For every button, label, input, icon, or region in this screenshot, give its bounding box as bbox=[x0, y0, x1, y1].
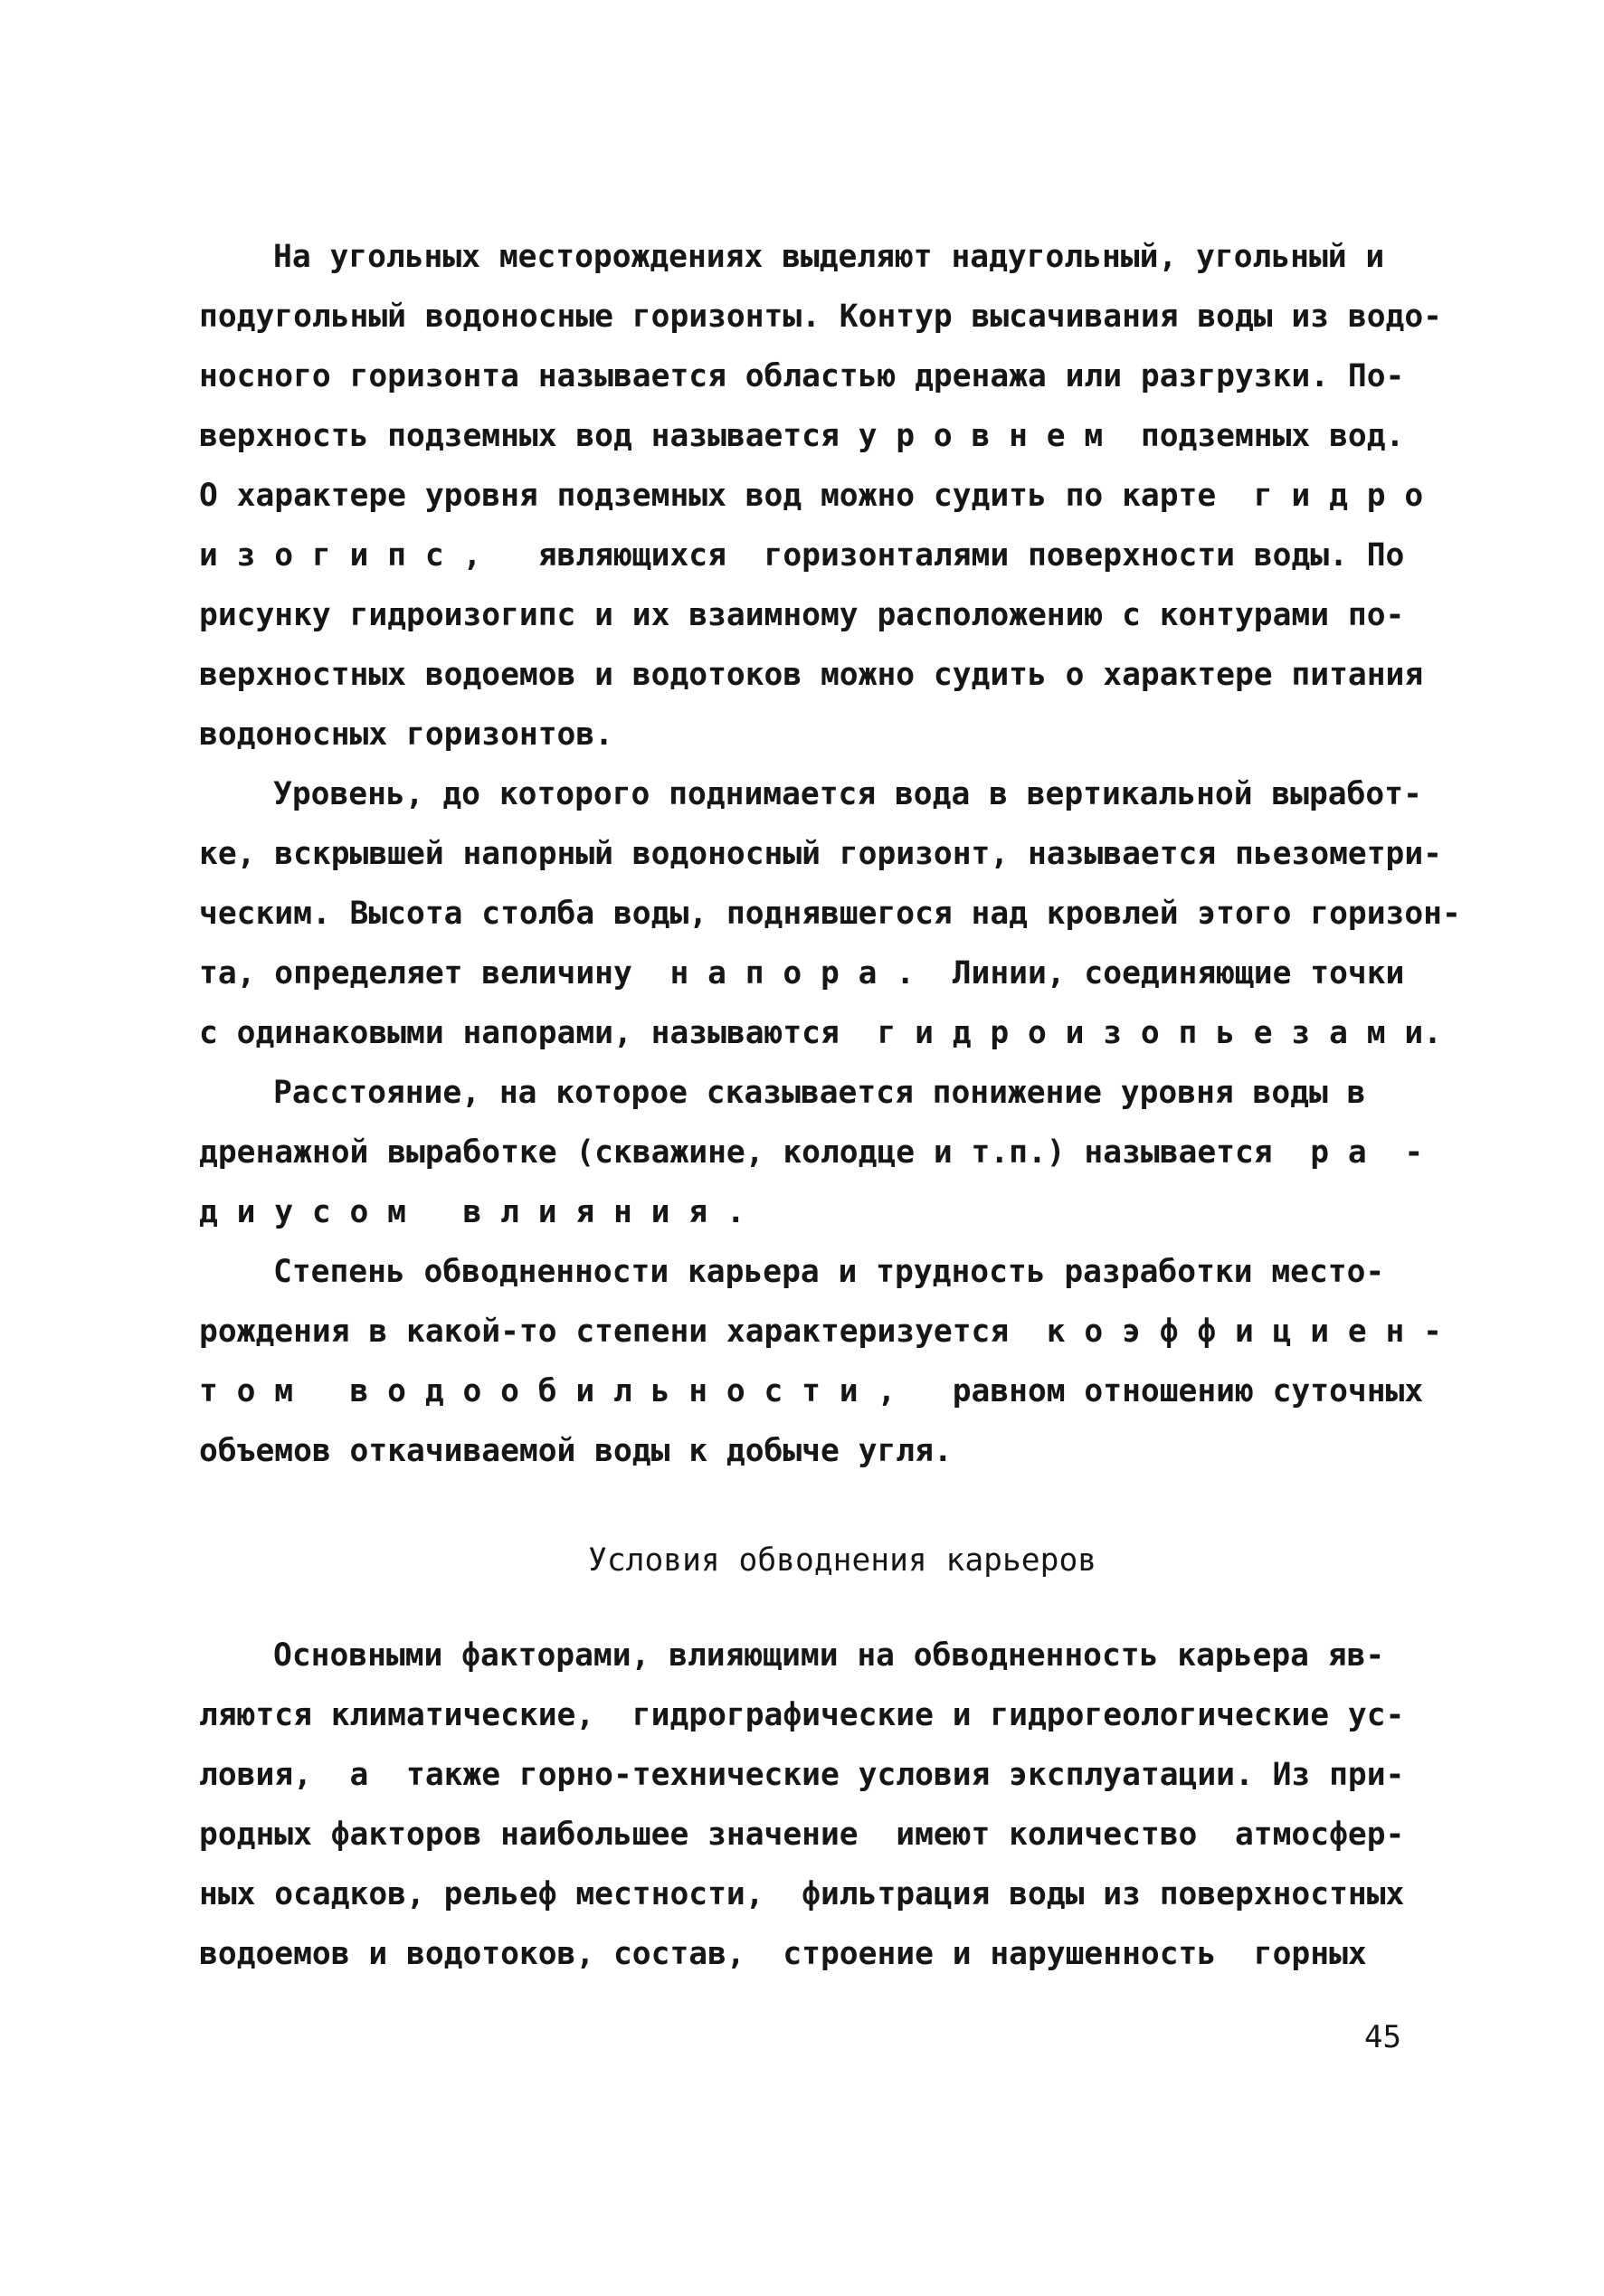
text-line: с одинаковыми напорами, называются г и д р о и з о п ь е з а м и. bbox=[199, 1015, 1442, 1051]
section-heading: Условия обводнения карьеров bbox=[588, 1542, 1097, 1579]
text-line: Расстояние, на которое сказывается понижение уровня воды в bbox=[273, 1075, 1366, 1111]
text-line: та, определяет величину н а п о р а . Линии, соединяющие точки bbox=[199, 955, 1405, 991]
text-line: ляются климатические, гидрографические и гидрогеологические ус- bbox=[199, 1697, 1405, 1733]
text-line: подугольный водоносные горизонты. Контур высачивания воды из водо- bbox=[199, 299, 1442, 335]
text-line: и з о г и п с , являющихся горизонталями поверхности воды. По bbox=[199, 537, 1405, 574]
text-line: ных осадков, рельеф местности, фильтрация воды из поверхностных bbox=[199, 1876, 1405, 1912]
text-line: родных факторов наибольшее значение имеют количество атмосфер- bbox=[199, 1817, 1405, 1853]
text-line: рождения в какой-то степени характеризуется к о э ф ф и ц и е н - bbox=[199, 1314, 1442, 1350]
text-line: д и у с о м в л и я н и я . bbox=[199, 1194, 745, 1230]
text-line: т о м в о д о о б и л ь н о с т и , равном отношению суточных bbox=[199, 1373, 1424, 1409]
text-line: О характере уровня подземных вод можно судить по карте г и д р о bbox=[199, 478, 1424, 514]
text-line: водоемов и водотоков, состав, строение и нарушенность горных bbox=[199, 1936, 1367, 1972]
text-line: объемов откачиваемой воды к добыче угля. bbox=[199, 1433, 953, 1469]
text-line: Уровень, до которого поднимается вода в вертикальной выработ- bbox=[273, 776, 1422, 812]
text-line: рисунку гидроизогипс и их взаимному расположению с контурами по- bbox=[199, 597, 1405, 633]
text-line: ке, вскрывшей напорный водоносный горизонт, называется пьезометри- bbox=[199, 836, 1442, 872]
text-line: носного горизонта называется областью дренажа или разгрузки. По- bbox=[199, 358, 1405, 394]
text-line: На угольных месторождениях выделяют надугольный, угольный и bbox=[273, 239, 1385, 275]
page-number: 45 bbox=[1364, 2019, 1401, 2055]
text-line: Основными факторами, влияющими на обводненность карьера яв- bbox=[273, 1637, 1385, 1674]
text-line: ческим. Высота столба воды, поднявшегося над кровлей этого горизон- bbox=[199, 896, 1461, 932]
text-line: ловия, а также горно-технические условия эксплуатации. Из при- bbox=[199, 1757, 1405, 1793]
text-line: верхностных водоемов и водотоков можно судить о характере питания bbox=[199, 657, 1424, 693]
text-line: Степень обводненности карьера и трудность разработки место- bbox=[273, 1254, 1385, 1290]
text-line: водоносных горизонтов. bbox=[199, 716, 613, 753]
text-line: верхность подземных вод называется у р о в н е м подземных вод. bbox=[199, 418, 1405, 454]
text-line: дренажной выработке (скважине, колодце и т.п.) называется р а - bbox=[199, 1134, 1424, 1171]
